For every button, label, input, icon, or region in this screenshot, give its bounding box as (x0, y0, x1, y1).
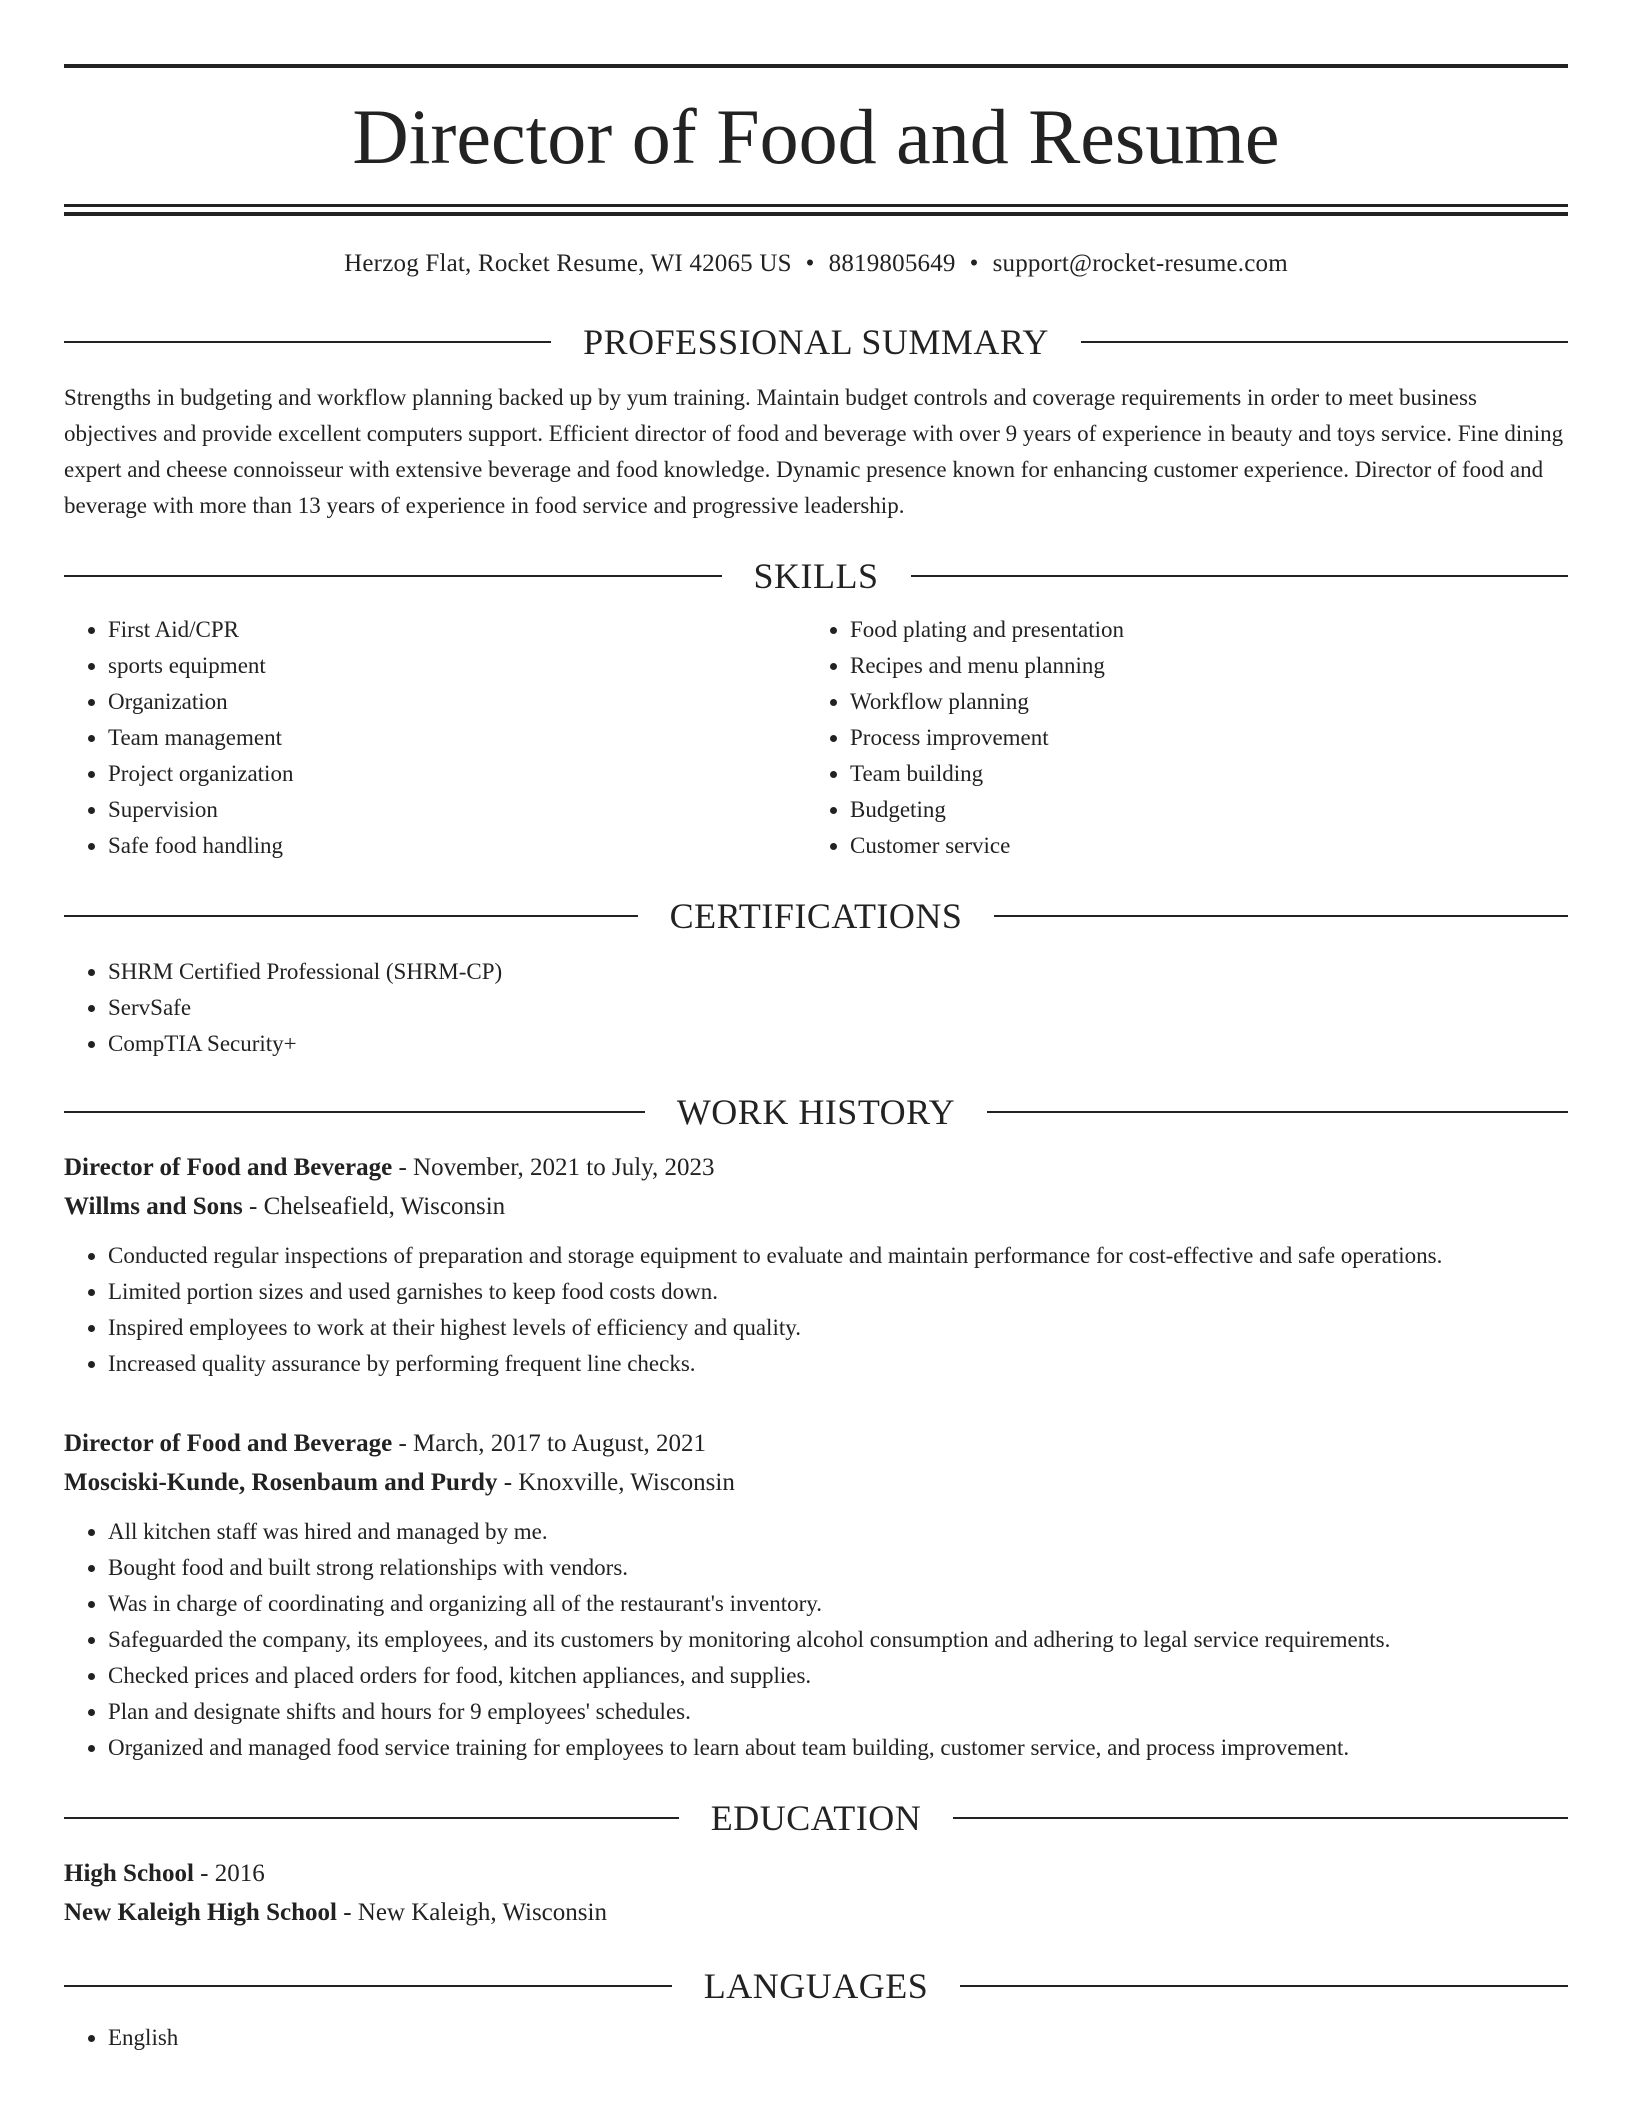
job-company: Willms and Sons (64, 1193, 243, 1220)
education-heading (64, 1800, 1568, 1836)
job-bullet: • Inspired employees to work at their highest levels of efficiency and quality. (108, 1310, 1568, 1346)
contact-email: support@rocket-resume.com (992, 250, 1288, 277)
education-school: New Kaleigh High School (64, 1899, 337, 1926)
education-entry (64, 1854, 1568, 1932)
certifications-heading-label: CERTIFICATIONS (669, 896, 963, 936)
skills-column-left (64, 612, 806, 864)
dash: - (242, 1193, 264, 1220)
skills-column-right (806, 612, 1548, 864)
job-bullet: • Checked prices and placed orders for food, kitchen appliances, and supplies. (108, 1658, 1568, 1694)
job-entry (64, 1148, 1568, 1382)
contact-phone: 8819805649 (828, 250, 956, 277)
skill-item: • Supervision (108, 792, 806, 828)
skills-heading (64, 558, 1568, 594)
skill-item: • Safe food handling (108, 828, 806, 864)
skill-item: • Team building (850, 756, 1548, 792)
skill-item: • Team management (108, 720, 806, 756)
heading-rule-right (994, 915, 1568, 917)
heading-rule-right (911, 575, 1569, 577)
skill-item: • Budgeting (850, 792, 1548, 828)
job-dates: November, 2021 to July, 2023 (413, 1154, 715, 1181)
contact-separator: • (805, 250, 815, 277)
summary-text: Strengths in budgeting and workflow planning backed up by yum training. Maintain budget controls and coverage requirements in order to meet business objectives and provide excellent computers support. Efficient director of food and beverage with over 9 years of experience in beauty and toys service. Fine dining expert and cheese connoisseur with extensive beverage and food knowledge. Dynamic presence known for enhancing customer experience. Director of food and beverage with more than 13 years of experience in food service and progressive leadership. (64, 385, 1564, 518)
job-bullet: • Bought food and built strong relationships with vendors. (108, 1550, 1568, 1586)
job-bullet: • Organized and managed food service training for employees to learn about team building, customer service, and process improvement. (108, 1730, 1568, 1766)
heading-rule-left (64, 575, 722, 577)
resume-page (64, 64, 1568, 2056)
languages-heading-label: LANGUAGES (703, 1966, 929, 2006)
heading-rule-right (1081, 341, 1568, 343)
education-degree-line (64, 1854, 1568, 1893)
job-title: Director of Food and Beverage (64, 1430, 393, 1457)
heading-rule-left (64, 1985, 672, 1987)
job-entry (64, 1424, 1568, 1766)
language-item: • English (108, 2020, 1568, 2056)
job-bullet: • All kitchen staff was hired and managed by me. (108, 1514, 1568, 1550)
contact-address: Herzog Flat, Rocket Resume, WI 42065 US (344, 250, 792, 277)
skill-item: • Process improvement (850, 720, 1548, 756)
job-bullet: • Increased quality assurance by performing frequent line checks. (108, 1346, 1568, 1382)
education-degree: High School (64, 1860, 194, 1887)
languages-heading (64, 1968, 1568, 2004)
languages-list (64, 2020, 1568, 2056)
summary-heading-label: PROFESSIONAL SUMMARY (583, 322, 1049, 362)
work-heading-label: WORK HISTORY (676, 1092, 956, 1132)
certifications-list (64, 954, 1568, 1062)
heading-rule-right (953, 1817, 1568, 1819)
job-bullets (64, 1238, 1568, 1382)
dash: - (392, 1154, 414, 1181)
skill-item: • sports equipment (108, 648, 806, 684)
contact-separator: • (969, 250, 979, 277)
job-bullet: • Safeguarded the company, its employees, and its customers by monitoring alcohol consumption and adhering to legal service requirements. (108, 1622, 1568, 1658)
certifications-heading (64, 898, 1568, 934)
skill-item: • Customer service (850, 828, 1548, 864)
skill-item: • First Aid/CPR (108, 612, 806, 648)
certification-item: • CompTIA Security+ (108, 1026, 1568, 1062)
certification-item: • SHRM Certified Professional (SHRM-CP) (108, 954, 1568, 990)
job-location: Knoxville, Wisconsin (518, 1469, 735, 1496)
summary-heading (64, 324, 1568, 360)
education-location: New Kaleigh, Wisconsin (357, 1899, 607, 1926)
heading-rule-right (960, 1985, 1568, 1987)
contact-line (64, 250, 1568, 278)
job-bullet: • Was in charge of coordinating and organizing all of the restaurant's inventory. (108, 1586, 1568, 1622)
job-bullet: • Plan and designate shifts and hours for 9 employees' schedules. (108, 1694, 1568, 1730)
job-company-line (64, 1187, 1568, 1226)
heading-rule-left (64, 1817, 679, 1819)
skills-list (64, 612, 1568, 864)
work-heading (64, 1094, 1568, 1130)
dash: - (392, 1430, 414, 1457)
skill-item: • Recipes and menu planning (850, 648, 1548, 684)
heading-rule-left (64, 915, 638, 917)
job-company-line (64, 1463, 1568, 1502)
job-location: Chelseafield, Wisconsin (263, 1193, 506, 1220)
dash: - (497, 1469, 519, 1496)
skills-heading-label: SKILLS (753, 556, 879, 596)
job-company: Mosciski-Kunde, Rosenbaum and Purdy (64, 1469, 498, 1496)
dash: - (193, 1860, 215, 1887)
job-dates: March, 2017 to August, 2021 (413, 1430, 707, 1457)
job-title-line (64, 1424, 1568, 1463)
certification-item: • ServSafe (108, 990, 1568, 1026)
skill-item: • Workflow planning (850, 684, 1548, 720)
job-title-line (64, 1148, 1568, 1187)
skill-item: • Food plating and presentation (850, 612, 1548, 648)
top-rule (64, 64, 1568, 68)
job-title: Director of Food and Beverage (64, 1154, 393, 1181)
heading-rule-right (987, 1111, 1568, 1113)
dash: - (336, 1899, 358, 1926)
job-bullets (64, 1514, 1568, 1766)
job-bullet: • Limited portion sizes and used garnishes to keep food costs down. (108, 1274, 1568, 1310)
title-double-rule (64, 204, 1568, 216)
skill-item: • Project organization (108, 756, 806, 792)
heading-rule-left (64, 1111, 645, 1113)
education-heading-label: EDUCATION (710, 1798, 922, 1838)
job-bullet: • Conducted regular inspections of preparation and storage equipment to evaluate and maintain performance for cost-effective and safe operations. (108, 1238, 1568, 1274)
heading-rule-left (64, 341, 551, 343)
education-school-line (64, 1893, 1568, 1932)
skill-item: • Organization (108, 684, 806, 720)
resume-title: Director of Food and Resume (352, 93, 1280, 180)
education-year: 2016 (214, 1860, 265, 1887)
